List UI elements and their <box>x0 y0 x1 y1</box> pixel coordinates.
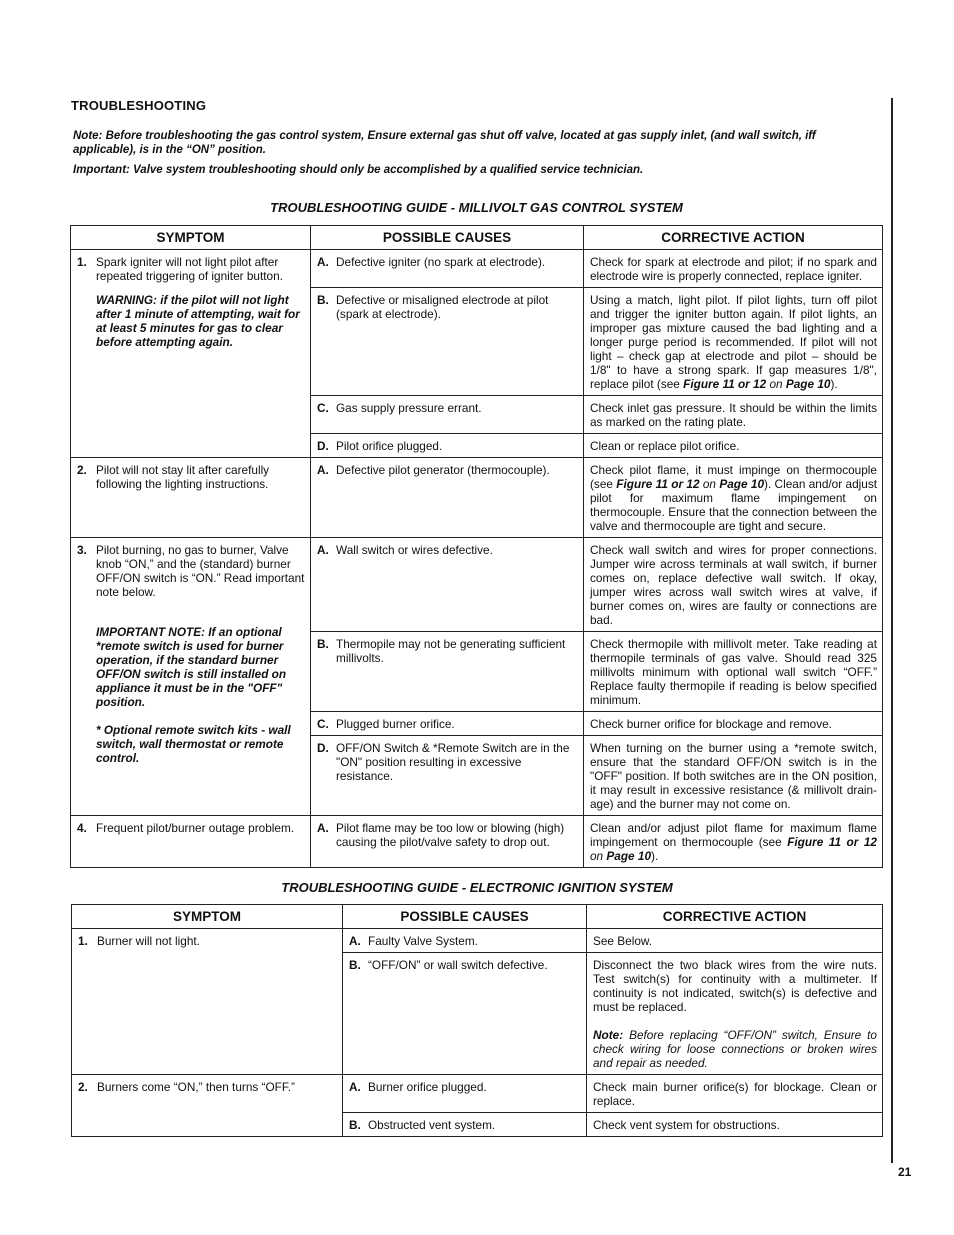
action-cell: Check main burner orifice(s) for blockage. Clean or replace. <box>587 1075 883 1113</box>
cause-cell <box>311 712 584 736</box>
cause-letter: B. <box>349 1118 361 1132</box>
cause-text: Pilot orifice plugged. <box>336 439 443 453</box>
action-text-end: ). Clean and/or adjust pilot for maximum flame impingement on thermocouple. Ensure that the connection between the valve and thermocouple are tight and secure. <box>590 477 877 533</box>
cause-text: Faulty Valve System. <box>368 934 478 948</box>
action-cell <box>584 288 883 396</box>
warning-text: WARNING: if the pilot will not light after 1 minute of attempting, wait for at least 5 minutes for gas to clear before attempting again. <box>96 293 300 349</box>
cause-text: OFF/ON Switch & *Remote Switch are in the "ON" position resulting in excessive resistance. <box>336 741 570 783</box>
on-word: on <box>766 377 786 391</box>
page-reference: Page 10 <box>785 377 831 391</box>
figure-reference: Figure 11 or 12 <box>787 835 877 849</box>
cause-text: Thermopile may not be generating sufficient millivolts. <box>336 637 566 665</box>
action-text-end: ). <box>651 849 659 863</box>
symptom-number: 1. <box>77 255 87 269</box>
important-note: IMPORTANT NOTE: If an optional *remote switch is used for burner operation, if the standard burner OFF/ON switch is still installed on appliance it must be in the "OFF" position. <box>96 625 287 709</box>
on-word: on <box>590 849 607 863</box>
cause-text: Burner orifice plugged. <box>368 1080 487 1094</box>
symptom-cell <box>72 929 343 1075</box>
figure-reference: Figure 11 or 12 <box>616 477 700 491</box>
millivolt-troubleshooting-table <box>70 225 883 868</box>
electronic-ignition-troubleshooting-table <box>71 904 883 1137</box>
cause-letter: B. <box>317 637 329 651</box>
cause-text: Gas supply pressure errant. <box>336 401 482 415</box>
cause-cell <box>343 953 587 1075</box>
action-cell: When turning on the burner using a *remote switch, ensure that the standard OFF/ON switch is in the "OFF" position. If both switches are in the ON position, it may result in excessive resistance (& millivolt drain-age) and the burner may not come on. <box>584 736 883 816</box>
cause-letter: C. <box>317 717 329 731</box>
symptom-cell <box>71 250 311 458</box>
table-header-row <box>71 226 883 250</box>
action-cell: Check burner orifice for blockage and remove. <box>584 712 883 736</box>
action-cell <box>587 953 883 1075</box>
note-qualified-technician: Important: Valve system troubleshooting should only be accomplished by a qualified service technician. <box>73 164 644 176</box>
cause-cell <box>311 250 584 288</box>
cause-cell <box>311 736 584 816</box>
header-corrective-action: CORRECTIVE ACTION <box>587 905 883 929</box>
millivolt-guide-title: TROUBLESHOOTING GUIDE - MILLIVOLT GAS CONTROL SYSTEM <box>270 200 683 215</box>
header-possible-causes: POSSIBLE CAUSES <box>311 226 584 250</box>
cause-cell <box>343 929 587 953</box>
cause-cell <box>311 632 584 712</box>
action-cell: Check for spark at electrode and pilot; if no spark and electrode wire is properly connected, replace igniter. <box>584 250 883 288</box>
action-cell: Check thermopile with millivolt meter. Take reading at thermopile terminals of gas valve. Should read 325 millivolts minimum with optional wall switch “OFF.” Replace faulty thermopile if reading is below specified minimum. <box>584 632 883 712</box>
table-row <box>71 250 883 288</box>
symptom-number: 2. <box>77 463 87 477</box>
action-text: Clean and/or adjust pilot flame for maximum flame impingement on thermocouple (see <box>590 821 877 849</box>
header-symptom: SYMPTOM <box>71 226 311 250</box>
cause-text: Defective or misaligned electrode at pilot (spark at electrode). <box>336 293 549 321</box>
on-word: on <box>699 477 720 491</box>
cause-letter: A. <box>349 1080 361 1094</box>
cause-letter: D. <box>317 741 329 755</box>
cause-letter: A. <box>317 463 329 477</box>
symptom-number: 4. <box>77 821 87 835</box>
cause-letter: A. <box>317 543 329 557</box>
symptom-cell <box>71 816 311 868</box>
cause-letter: A. <box>317 821 329 835</box>
table-header-row <box>72 905 883 929</box>
action-text-end: ). <box>830 377 838 391</box>
note-gas-shutoff: Note: Before troubleshooting the gas control system, Ensure external gas shut off valve, located at gas supply inlet, (and wall switch, iff applicable), is in the “ON” position. <box>73 130 816 156</box>
symptom-text: Burners come “ON,” then turns “OFF.” <box>97 1080 295 1094</box>
page-reference: Page 10 <box>606 849 652 863</box>
action-cell <box>584 816 883 868</box>
cause-letter: D. <box>317 439 329 453</box>
table-row <box>71 458 883 538</box>
cause-cell <box>343 1113 587 1137</box>
symptom-text: Pilot burning, no gas to burner, Valve knob “ON,” and the (standard) burner OFF/ON switch is “ON.” Read important note below. <box>96 543 305 599</box>
figure-reference: Figure 11 or 12 <box>683 377 767 391</box>
symptom-text: Pilot will not stay lit after carefully following the lighting instructions. <box>96 463 270 491</box>
replace-switch-note <box>593 1028 877 1070</box>
cause-cell <box>311 816 584 868</box>
symptom-cell <box>72 1075 343 1137</box>
action-text: Check pilot flame, it must impinge on thermocouple (see <box>590 463 877 491</box>
cause-cell <box>311 458 584 538</box>
table-row <box>72 929 883 953</box>
cause-letter: C. <box>317 401 329 415</box>
page-title: TROUBLESHOOTING <box>71 98 207 113</box>
cause-text: Obstructed vent system. <box>368 1118 496 1132</box>
symptom-number: 3. <box>77 543 87 557</box>
table-row <box>71 538 883 632</box>
cause-text: Defective pilot generator (thermocouple). <box>336 463 550 477</box>
symptom-text: Spark igniter will not light pilot after repeated triggering of igniter button. <box>96 255 283 283</box>
symptom-number: 2. <box>78 1080 88 1094</box>
cause-text: Pilot flame may be too low or blowing (high) causing the pilot/valve safety to drop out. <box>336 821 565 849</box>
electronic-ignition-guide-title: TROUBLESHOOTING GUIDE - ELECTRONIC IGNITION SYSTEM <box>281 880 673 895</box>
note-text: Before replacing “OFF/ON” switch, Ensure to check wiring for loose connections or broken wires and repair as needed. <box>593 1028 877 1070</box>
table-row <box>71 816 883 868</box>
symptom-number: 1. <box>78 934 88 948</box>
header-corrective-action: CORRECTIVE ACTION <box>584 226 883 250</box>
symptom-cell <box>71 458 311 538</box>
cause-text: Defective igniter (no spark at electrode). <box>336 255 546 269</box>
cause-cell <box>311 434 584 458</box>
symptom-text: Frequent pilot/burner outage problem. <box>96 821 295 835</box>
cause-text: Wall switch or wires defective. <box>336 543 493 557</box>
cause-letter: B. <box>349 958 361 972</box>
note-label: Note: <box>593 1028 624 1042</box>
cause-text: Plugged burner orifice. <box>336 717 455 731</box>
table-row <box>72 1075 883 1113</box>
header-possible-causes: POSSIBLE CAUSES <box>343 905 587 929</box>
action-text: Using a match, light pilot. If pilot lights, turn off pilot and trigger the igniter button again. If pilot lights, an improper gas mixture caused the bad lighting and a longer purge period is recommended. If pilot will not light – check gap at electrode and pilot – should be 1/8" to have a strong spark. If gap measures 1/8", replace pilot (see <box>590 293 877 391</box>
page-reference: Page 10 <box>719 477 765 491</box>
cause-cell <box>343 1075 587 1113</box>
notes-block <box>73 129 878 183</box>
cause-cell <box>311 396 584 434</box>
action-cell: Check wall switch and wires for proper connections. Jumper wire across terminals at wall switch, if burner comes on, replace defective wall switch. If okay, jumper wires across wall switch wires at valve, if burner comes on, wires are faulty or connections are bad. <box>584 538 883 632</box>
cause-cell <box>311 288 584 396</box>
action-cell: See Below. <box>587 929 883 953</box>
symptom-text: Burner will not light. <box>97 934 200 948</box>
action-cell: Clean or replace pilot orifice. <box>584 434 883 458</box>
action-cell: Check inlet gas pressure. It should be within the limits as marked on the rating plate. <box>584 396 883 434</box>
symptom-cell <box>71 538 311 816</box>
action-text: Disconnect the two black wires from the wire nuts. Test switch(s) for continuity with a multimeter. If continuity is not indicated, switch(s) is defective and must be replaced. <box>593 958 877 1014</box>
cause-letter: A. <box>317 255 329 269</box>
optional-switch-note: * Optional remote switch kits - wall switch, wall thermostat or remote control. <box>96 723 291 765</box>
page-number: 21 <box>898 1165 912 1179</box>
cause-text: “OFF/ON” or wall switch defective. <box>368 958 548 972</box>
cause-cell <box>311 538 584 632</box>
cause-letter: A. <box>349 934 361 948</box>
header-symptom: SYMPTOM <box>72 905 343 929</box>
action-cell: Check vent system for obstructions. <box>587 1113 883 1137</box>
action-cell <box>584 458 883 538</box>
margin-rule <box>891 98 893 1163</box>
cause-letter: B. <box>317 293 329 307</box>
